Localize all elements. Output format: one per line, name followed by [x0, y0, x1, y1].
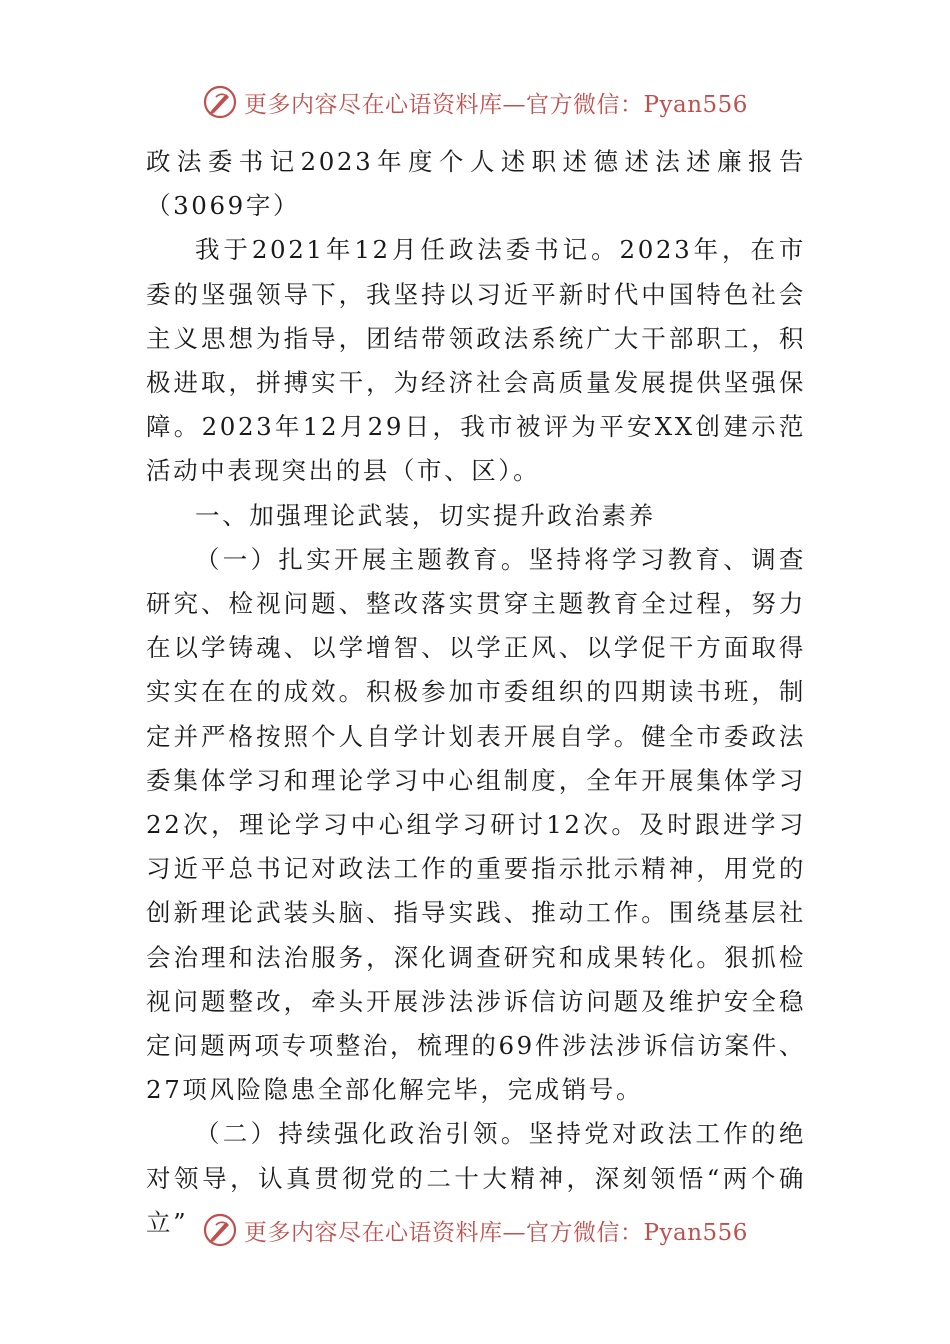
intro-paragraph: 我于2021年12月任政法委书记。2023年，在市委的坚强领导下，我坚持以习近平新时代中国特色社会主义思想为指导，团结带领政法系统广大干部职工，积极进取，拼搏实干，为经济社会高质量发展提供坚强保障。2023年12月29日，我市被评为平安XX创建示范活动中表现突出的县（市、区）。: [146, 235, 806, 486]
watermark-text: 更多内容尽在心语资料库—官方微信：Pyan556: [244, 91, 748, 118]
pen-logo-icon: [202, 1212, 238, 1248]
watermark-text: 更多内容尽在心语资料库—官方微信：Pyan556: [244, 1219, 748, 1246]
document-title: 政法委书记2023年度个人述职述德述法述廉报告（3069字）: [146, 147, 806, 221]
pen-logo-icon: [202, 84, 238, 120]
paragraph-1: （一）扎实开展主题教育。坚持将学习教育、调查研究、检视问题、整改落实贯穿主题教育全过程，努力在以学铸魂、以学增智、以学正风、以学促干方面取得实实在在的成效。积极参加市委组织的四期读书班，制定并严格按照个人自学计划表开展自学。健全市委政法委集体学习和理论学习中心组制度，全年开展集体学习22次，理论学习中心组学习研讨12次。及时跟进学习习近平总书记对政法工作的重要指示批示精神，用党的创新理论武装头脑、指导实践、推动工作。围绕基层社会治理和法治服务，深化调查研究和成果转化。狠抓检视问题整改，牵头开展涉法涉诉信访问题及维护安全稳定问题两项专项整治，梳理的69件涉法涉诉信访案件、27项风险隐患全部化解完毕，完成销号。: [146, 544, 806, 1105]
watermark-banner-top: [0, 80, 950, 124]
paragraph-2: （二）持续强化政治引领。坚持党对政法工作的绝对领导，认真贯彻党的二十大精神，深刻领悟“两个确立”: [146, 1119, 806, 1237]
document-body: [146, 140, 806, 1245]
watermark-banner-bottom: [0, 1208, 950, 1252]
section-heading: 一、加强理论武装，切实提升政治素养: [195, 500, 656, 530]
